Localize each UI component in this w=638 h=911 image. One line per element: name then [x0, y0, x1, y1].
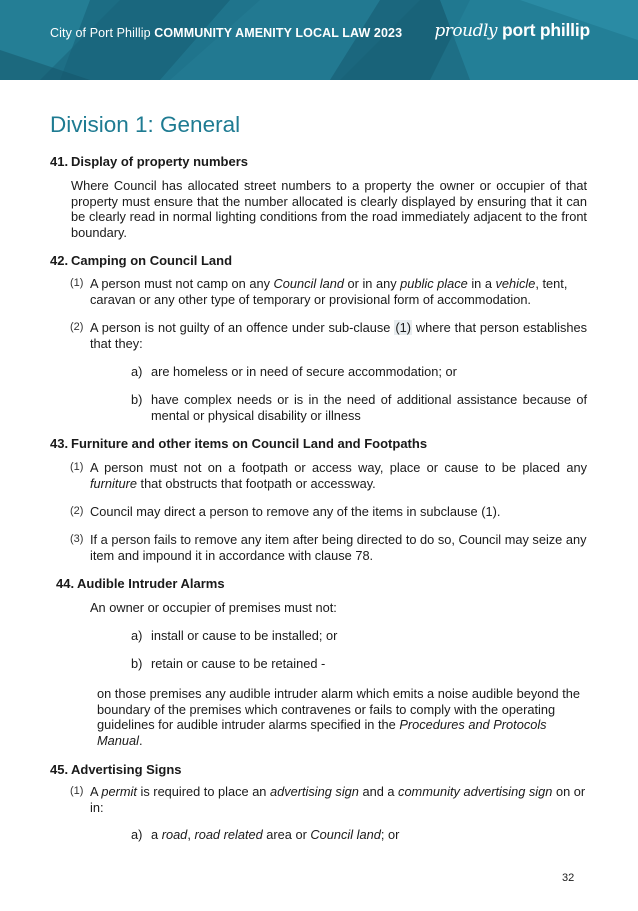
section-43-heading: [50, 436, 427, 451]
clause-text: A person must not camp on any: [90, 276, 274, 291]
clause-42-1: [70, 276, 587, 307]
section-title: Furniture and other items on Council Land and Footpaths: [71, 436, 428, 451]
logo-name: port phillip: [502, 20, 590, 40]
section-number: 42.: [50, 253, 69, 268]
clause-text: that obstructs that footpath or accessway.: [136, 475, 376, 491]
clause-number: (3): [70, 533, 84, 545]
section-42-heading: [50, 253, 232, 268]
list-item: [131, 392, 587, 423]
clause-text: A person is not guilty of an offence under sub-clause: [90, 320, 395, 335]
list-marker: b): [131, 392, 143, 407]
logo-script: proudly: [434, 21, 497, 41]
defined-term: community advertising sign: [398, 784, 553, 799]
defined-term: public place: [400, 276, 468, 291]
list-item-text: retain or cause to be retained -: [151, 656, 326, 671]
defined-term: permit: [101, 784, 137, 799]
list-marker: a): [131, 827, 143, 842]
clause-text: If a person fails to remove any item after being directed to do so, Council may seize any item and impound it in accordance with clause 78.: [90, 532, 587, 563]
section-number: 43.: [50, 436, 69, 451]
defined-term: Council land: [273, 276, 344, 291]
law-title: COMMUNITY AMENITY LOCAL LAW 2023: [154, 26, 403, 40]
clause-text: A person must not on a footpath or access way, place or cause to be placed any: [90, 460, 587, 475]
clause-text: Council may direct a person to remove any of the items in subclause (1).: [90, 504, 501, 519]
document-reference: Procedures and Protocols Manual: [97, 717, 547, 748]
list-item-text: have complex needs or is in the need of additional assistance because of mental or physical disability or illness: [151, 392, 587, 423]
section-title: Advertising Signs: [71, 762, 182, 777]
list-item: [131, 827, 587, 843]
org-name: City of Port Phillip: [50, 26, 151, 40]
document-header-title: [50, 26, 402, 40]
paragraph-text: .: [138, 732, 143, 748]
section-44-intro: An owner or occupier of premises must not:: [90, 600, 337, 615]
section-title: Camping on Council Land: [71, 253, 233, 268]
list-item-text: a: [151, 827, 162, 842]
section-44-heading: [56, 576, 225, 591]
clause-text: A: [90, 784, 102, 799]
section-41-body: Where Council has allocated street numbers to a property the owner or occupier of that property must ensure that the number allocated is clearly displayed by ensuring that it can be clearly read in normal lighting conditions from the road immediately adjacent to the front boundary.: [71, 178, 587, 240]
list-item: [131, 628, 587, 644]
list-item: [131, 364, 587, 380]
list-item-text: ; or: [380, 827, 400, 842]
section-number: 44.: [56, 576, 75, 591]
section-number: 45.: [50, 762, 69, 777]
clause-number: (2): [70, 505, 84, 517]
clause-43-1: [70, 460, 587, 491]
page-number: 32: [562, 872, 575, 884]
list-marker: b): [131, 656, 143, 671]
clause-text: in a: [467, 276, 496, 291]
clause-number: (1): [70, 785, 84, 797]
clause-text: and a: [358, 784, 399, 799]
list-marker: a): [131, 628, 143, 643]
paragraph-text: on those premises any audible intruder alarm which emits a noise audible beyond the boundary of the premises which contravenes or fails to comply with the operating guidelines for audible intruder alarms specified in the: [97, 686, 581, 733]
section-45-heading: [50, 762, 182, 777]
header-banner: [0, 0, 638, 80]
clause-text: where that person establishes that they:: [90, 320, 587, 351]
list-marker: a): [131, 364, 143, 379]
clause-43-2: [70, 504, 587, 520]
clause-text: , tent, caravan or any other type of temporary or provisional form of accommodation.: [90, 276, 568, 307]
section-41-heading: [50, 154, 248, 169]
defined-term: vehicle: [495, 276, 536, 291]
list-item-text: are homeless or in need of secure accommodation; or: [151, 364, 457, 379]
section-title: Audible Intruder Alarms: [77, 576, 225, 591]
clause-reference: (1): [395, 320, 411, 335]
clause-45-1: [70, 784, 587, 815]
defined-term: Council land: [310, 827, 381, 842]
clause-number: (2): [70, 321, 84, 333]
list-item: [131, 656, 587, 672]
defined-term: advertising sign: [269, 784, 359, 799]
section-44-tail: [97, 686, 587, 748]
defined-term: furniture: [90, 475, 137, 491]
clause-number: (1): [70, 461, 84, 473]
defined-term: road: [161, 827, 188, 842]
clause-43-3: [70, 532, 587, 563]
list-item-text: install or cause to be installed; or: [151, 628, 338, 643]
section-title: Display of property numbers: [71, 154, 248, 169]
list-item-text: ,: [187, 827, 195, 842]
clause-text: or in any: [343, 276, 401, 291]
division-title: Division 1: General: [50, 112, 241, 137]
clause-number: (1): [70, 277, 84, 289]
defined-term: road related: [194, 827, 263, 842]
clause-42-2: [70, 320, 587, 351]
clause-text: on or in:: [90, 784, 586, 815]
list-item-text: area or: [262, 827, 311, 842]
port-phillip-logo: [434, 20, 590, 41]
section-number: 41.: [50, 154, 69, 169]
clause-text: is required to place an: [136, 784, 270, 799]
